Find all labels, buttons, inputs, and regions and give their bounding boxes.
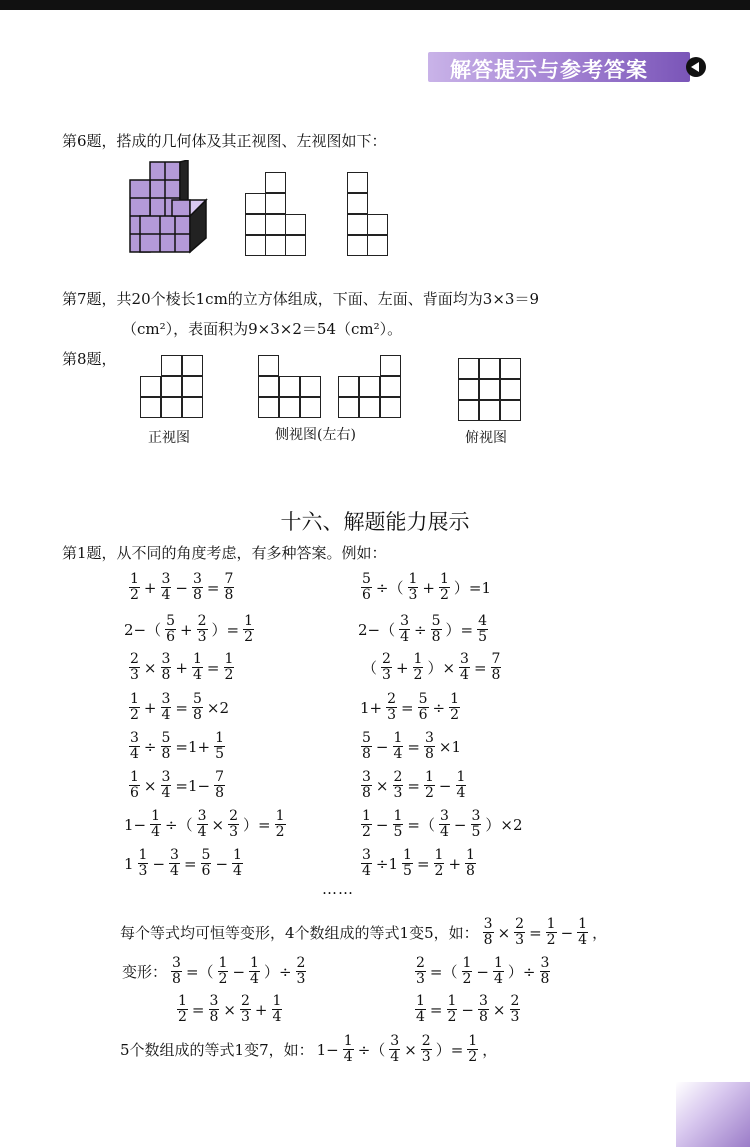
q8-top-label: 俯视图 xyxy=(465,430,507,446)
equation-r1: $\frac{5}{6}$ ÷（ 1 3 + $\frac{1}{2}$ ）=1 xyxy=(362,571,492,603)
q6-text: 第6题，搭成的几何体及其正视图、左视图如下： xyxy=(62,132,387,150)
banner-title: 解答提示与参考答案 xyxy=(450,58,648,82)
equation-l2: 2−（ 5 6 + $\frac{2}{3}$ ）= $\frac{1}{2}$ xyxy=(124,613,254,645)
q8-front-view xyxy=(140,355,206,421)
transform-line1-right: $\frac{2}{3}$ =（ 1 2 − $\frac{1}{4}$ ）÷ $\frac{3}{8}$ xyxy=(416,955,550,987)
q8-front-label: 正视图 xyxy=(148,430,190,446)
q7-line1: 第7题，共20个棱长1cm的立方体组成，下面、左面、背面均为3×3＝9 xyxy=(62,290,539,308)
equation-l1: 1 2 + $\frac{3}{4}$ − $\frac{3}{8}$ = $\frac{7}{8}$ xyxy=(130,571,234,603)
q8-label: 第8题， xyxy=(62,350,117,368)
page-corner-decoration xyxy=(676,1082,750,1147)
equation-r2: 2−（ $\frac{3}{4}$ ÷ $\frac{5}{8}$ ）= $\frac{4}{5}$ xyxy=(358,613,488,645)
q6-front-view xyxy=(245,172,311,260)
q6-side-view xyxy=(347,172,393,260)
equation-r4: 1+ $\frac{2}{3}$ = $\frac{5}{6}$ ÷ $\frac{1}{2}$ xyxy=(360,691,460,723)
equation-l8: 1 1 3 − $\frac{3}{4}$ = $\frac{5}{6}$ − $\frac{1}{4}$ xyxy=(124,847,242,879)
ellipsis: …… xyxy=(322,880,354,898)
q8-side-view-left xyxy=(258,355,324,421)
q8-side-label: 侧视图(左右) xyxy=(275,427,356,443)
q8-top-view xyxy=(458,358,524,424)
equation-l4: 1 2 + $\frac{3}{4}$ = $\frac{5}{8}$ ×2 xyxy=(130,691,230,723)
equation-r5: 5 8 − $\frac{1}{4}$ = $\frac{3}{8}$ ×1 xyxy=(362,730,462,762)
equation-l7: 1− $\frac{1}{4}$ ÷（ $\frac{3}{4}$ × $\frac{2}{3}$ ）= $\frac{1}{2}$ xyxy=(124,808,285,840)
equation-r3: （ 2 3 + $\frac{1}{2}$ ）× $\frac{3}{4}$ = $\frac{7}{8}$ xyxy=(362,651,501,683)
equation-l5: $\frac{3}{4}$ ÷ $\frac{5}{8}$ =1+ $\frac{1}{5}$ xyxy=(130,730,225,762)
equation-r7: 1 2 − $\frac{1}{5}$ =（ 3 4 − $\frac{3}{5}$ ）×2 xyxy=(362,808,523,840)
section-title: 十六、解题能力展示 xyxy=(280,510,470,534)
note-line-last: 5个数组成的等式1变7，如： 1− $\frac{1}{4}$ ÷（ $\frac{3}{4}$ × $\frac{2}{3}$ ）= $\frac{1}{2}$ ， xyxy=(120,1033,498,1065)
transform-line1-left: 变形： $\frac{3}{8}$ =（ 1 2 − $\frac{1}{4}$ ）÷ $\frac{2}{3}$ xyxy=(122,955,306,987)
top-border xyxy=(0,0,750,10)
q7-line2: （cm²），表面积为9×3×2＝54（cm²）。 xyxy=(122,320,403,338)
transform-line2-right: $\frac{1}{4}$ = $\frac{1}{2}$ − $\frac{3}{8}$ × $\frac{2}{3}$ xyxy=(416,993,520,1025)
transform-line2-left: $\frac{1}{2}$ = $\frac{3}{8}$ × $\frac{2}{3}$ + $\frac{1}{4}$ xyxy=(178,993,282,1025)
equation-r6: $\frac{3}{8}$ × $\frac{2}{3}$ = $\frac{1}{2}$ − $\frac{1}{4}$ xyxy=(362,769,466,801)
back-arrow-icon[interactable] xyxy=(686,57,706,77)
equation-r8: $\frac{3}{4}$ ÷1 $\frac{1}{5}$ = $\frac{1}{2}$ + $\frac{1}{8}$ xyxy=(362,847,475,879)
q1-intro: 第1题，从不同的角度考虑，有多种答案。例如： xyxy=(62,544,387,562)
note-line1: 每个等式均可恒等变形，4个数组成的等式1变5，如： $\frac{3}{8}$ × $\frac{2}{3}$ = $\frac{1}{2}$ − $\frac{1}{4}$ ， xyxy=(120,916,608,948)
equation-l3: $\frac{2}{3}$ × $\frac{3}{8}$ + $\frac{1}{4}$ = $\frac{1}{2}$ xyxy=(130,651,234,683)
equation-l6: $\frac{1}{6}$ × $\frac{3}{4}$ =1− $\frac{7}{8}$ xyxy=(130,769,225,801)
q8-side-view-right xyxy=(338,355,404,421)
cube-solid-drawing xyxy=(128,160,210,256)
